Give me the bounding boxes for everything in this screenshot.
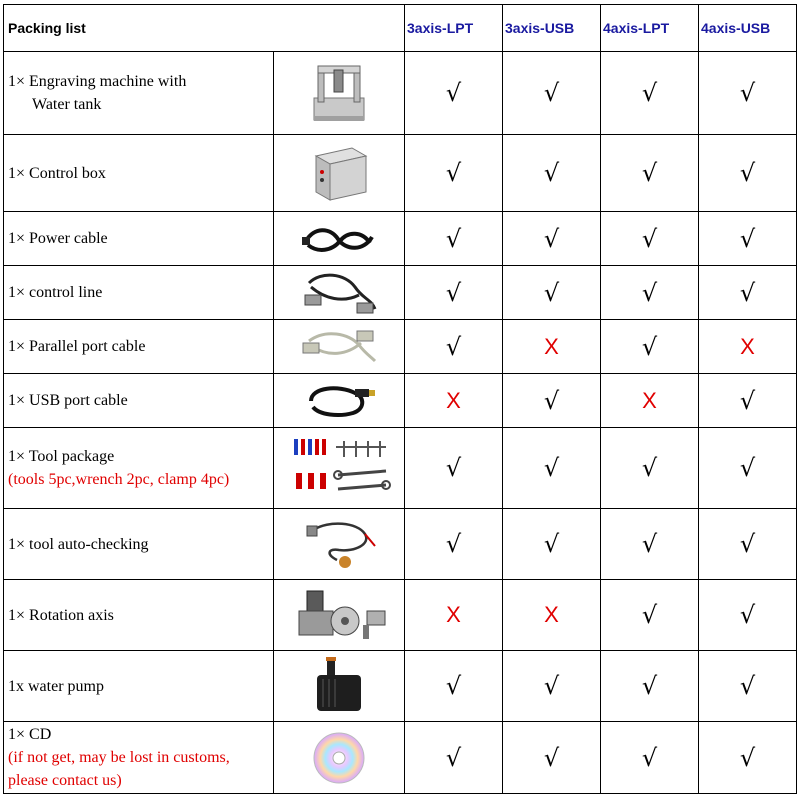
- availability-cell: [405, 320, 503, 374]
- check-mark-icon: √: [641, 530, 658, 558]
- availability-cell: [405, 651, 503, 722]
- table-row: [4, 212, 797, 266]
- availability-cell: [601, 722, 699, 794]
- check-mark-icon: √: [739, 278, 756, 307]
- table-row: [4, 651, 797, 722]
- item-name-cell: [4, 266, 274, 320]
- check-mark-icon: √: [739, 79, 756, 107]
- check-mark-icon: √: [445, 79, 462, 107]
- check-mark-icon: √: [641, 79, 658, 107]
- check-mark-icon: √: [543, 672, 560, 700]
- availability-cell: [699, 135, 797, 212]
- availability-cell: [405, 580, 503, 651]
- check-mark-icon: √: [739, 672, 756, 700]
- availability-cell: [699, 320, 797, 374]
- check-mark-icon: √: [543, 224, 560, 253]
- availability-cell: [405, 509, 503, 580]
- item-name-continued: Water tank: [32, 96, 102, 113]
- check-mark-icon: √: [543, 530, 560, 558]
- check-mark-icon: √: [445, 278, 462, 307]
- item-name-cell: [4, 52, 274, 135]
- table-row: [4, 320, 797, 374]
- parallel-cable-icon: [299, 323, 379, 371]
- availability-cell: [503, 135, 601, 212]
- availability-cell: [503, 428, 601, 509]
- item-name-cell: [4, 509, 274, 580]
- item-name-cell: [4, 722, 274, 794]
- check-mark-icon: √: [445, 530, 462, 558]
- availability-cell: [699, 509, 797, 580]
- item-image-cell: [274, 135, 405, 212]
- availability-cell: [503, 374, 601, 428]
- cross-mark-icon: X: [740, 333, 755, 359]
- availability-cell: [503, 266, 601, 320]
- item-image-cell: [274, 509, 405, 580]
- check-mark-icon: √: [739, 743, 756, 772]
- availability-cell: [503, 651, 601, 722]
- availability-cell: [601, 135, 699, 212]
- item-note: (tools 5pc,wrench 2pc, clamp 4pc): [8, 471, 230, 488]
- check-mark-icon: √: [543, 454, 560, 482]
- check-mark-icon: √: [543, 386, 560, 415]
- availability-cell: [503, 52, 601, 135]
- item-name: 1× Parallel port cable: [8, 338, 146, 355]
- item-name: 1× CD: [8, 726, 52, 743]
- check-mark-icon: √: [641, 278, 658, 307]
- item-name: 1× Rotation axis: [8, 606, 114, 624]
- control-line-icon: [299, 269, 379, 317]
- availability-cell: [405, 428, 503, 509]
- check-mark-icon: √: [543, 743, 560, 772]
- check-mark-icon: √: [445, 743, 462, 772]
- item-name: 1× control line: [8, 284, 103, 301]
- table-row: [4, 580, 797, 651]
- variant-header: 4axis-LPT: [601, 5, 699, 52]
- check-mark-icon: √: [641, 332, 658, 361]
- check-mark-icon: √: [739, 224, 756, 253]
- availability-cell: [601, 374, 699, 428]
- availability-cell: [699, 651, 797, 722]
- availability-cell: [601, 266, 699, 320]
- availability-cell: [699, 428, 797, 509]
- check-mark-icon: √: [543, 79, 560, 107]
- table-row: [4, 52, 797, 135]
- item-name: 1× USB port cable: [8, 392, 128, 409]
- rotation-axis-icon: [289, 585, 389, 645]
- cross-mark-icon: X: [642, 387, 657, 413]
- availability-cell: [601, 320, 699, 374]
- item-name-cell: [4, 135, 274, 212]
- item-name: 1× Tool package: [8, 448, 115, 465]
- table-row: [4, 509, 797, 580]
- table-row: [4, 428, 797, 509]
- item-image-cell: [274, 374, 405, 428]
- check-mark-icon: √: [641, 224, 658, 253]
- item-image-cell: [274, 722, 405, 794]
- availability-cell: [601, 212, 699, 266]
- header-row: [4, 5, 797, 52]
- table-row: [4, 135, 797, 212]
- availability-cell: [699, 580, 797, 651]
- variant-header: 3axis-USB: [503, 5, 601, 52]
- item-note: (if not get, may be lost in customs, please contact us): [8, 749, 230, 789]
- check-mark-icon: √: [445, 454, 462, 482]
- variant-header: 4axis-USB: [699, 5, 797, 52]
- check-mark-icon: √: [641, 454, 658, 482]
- packing-list-title: Packing list: [4, 5, 405, 52]
- check-mark-icon: √: [445, 224, 462, 253]
- availability-cell: [503, 580, 601, 651]
- engraving-machine-icon: [304, 58, 374, 128]
- item-image-cell: [274, 266, 405, 320]
- availability-cell: [503, 509, 601, 580]
- cd-icon: [311, 730, 367, 786]
- cross-mark-icon: X: [446, 387, 461, 413]
- item-name-cell: [4, 320, 274, 374]
- item-image-cell: [274, 212, 405, 266]
- availability-cell: [601, 52, 699, 135]
- check-mark-icon: √: [739, 159, 756, 187]
- item-image-cell: [274, 428, 405, 509]
- availability-cell: [699, 266, 797, 320]
- table-row: [4, 266, 797, 320]
- check-mark-icon: √: [739, 530, 756, 558]
- availability-cell: [405, 52, 503, 135]
- item-name: 1x water pump: [8, 677, 104, 695]
- check-mark-icon: √: [641, 159, 658, 187]
- availability-cell: [699, 374, 797, 428]
- check-mark-icon: √: [445, 332, 462, 361]
- check-mark-icon: √: [543, 159, 560, 187]
- item-name: 1× Control box: [8, 164, 106, 182]
- variant-header: 3axis-LPT: [405, 5, 503, 52]
- check-mark-icon: √: [641, 672, 658, 700]
- item-image-cell: [274, 651, 405, 722]
- check-mark-icon: √: [445, 672, 462, 700]
- availability-cell: [601, 509, 699, 580]
- availability-cell: [503, 212, 601, 266]
- item-name-cell: [4, 428, 274, 509]
- power-cable-icon: [300, 219, 378, 259]
- item-image-cell: [274, 52, 405, 135]
- item-name-cell: [4, 212, 274, 266]
- item-image-cell: [274, 580, 405, 651]
- probe-icon: [299, 516, 379, 572]
- availability-cell: [405, 212, 503, 266]
- check-mark-icon: √: [739, 601, 756, 629]
- item-name-cell: [4, 651, 274, 722]
- availability-cell: [503, 722, 601, 794]
- water-pump-icon: [309, 653, 369, 719]
- availability-cell: [405, 722, 503, 794]
- availability-cell: [699, 52, 797, 135]
- item-name-cell: [4, 374, 274, 428]
- check-mark-icon: √: [739, 454, 756, 482]
- availability-cell: [503, 320, 601, 374]
- availability-cell: [405, 374, 503, 428]
- check-mark-icon: √: [641, 743, 658, 772]
- item-name: 1× Engraving machine with: [8, 73, 187, 90]
- availability-cell: [699, 212, 797, 266]
- availability-cell: [405, 135, 503, 212]
- packing-list-table: [3, 4, 797, 794]
- item-name: 1× Power cable: [8, 230, 108, 247]
- cross-mark-icon: X: [544, 333, 559, 359]
- check-mark-icon: √: [641, 601, 658, 629]
- availability-cell: [601, 651, 699, 722]
- availability-cell: [601, 580, 699, 651]
- table-row: [4, 374, 797, 428]
- item-name-cell: [4, 580, 274, 651]
- check-mark-icon: √: [445, 159, 462, 187]
- cross-mark-icon: X: [446, 602, 461, 627]
- availability-cell: [405, 266, 503, 320]
- item-image-cell: [274, 320, 405, 374]
- check-mark-icon: √: [739, 386, 756, 415]
- check-mark-icon: √: [543, 278, 560, 307]
- item-name: 1× tool auto-checking: [8, 535, 149, 553]
- availability-cell: [601, 428, 699, 509]
- control-box-icon: [308, 142, 370, 204]
- usb-cable-icon: [299, 379, 379, 423]
- cross-mark-icon: X: [544, 602, 559, 627]
- tool-package-icon: [286, 435, 392, 501]
- availability-cell: [699, 722, 797, 794]
- table-row: [4, 722, 797, 794]
